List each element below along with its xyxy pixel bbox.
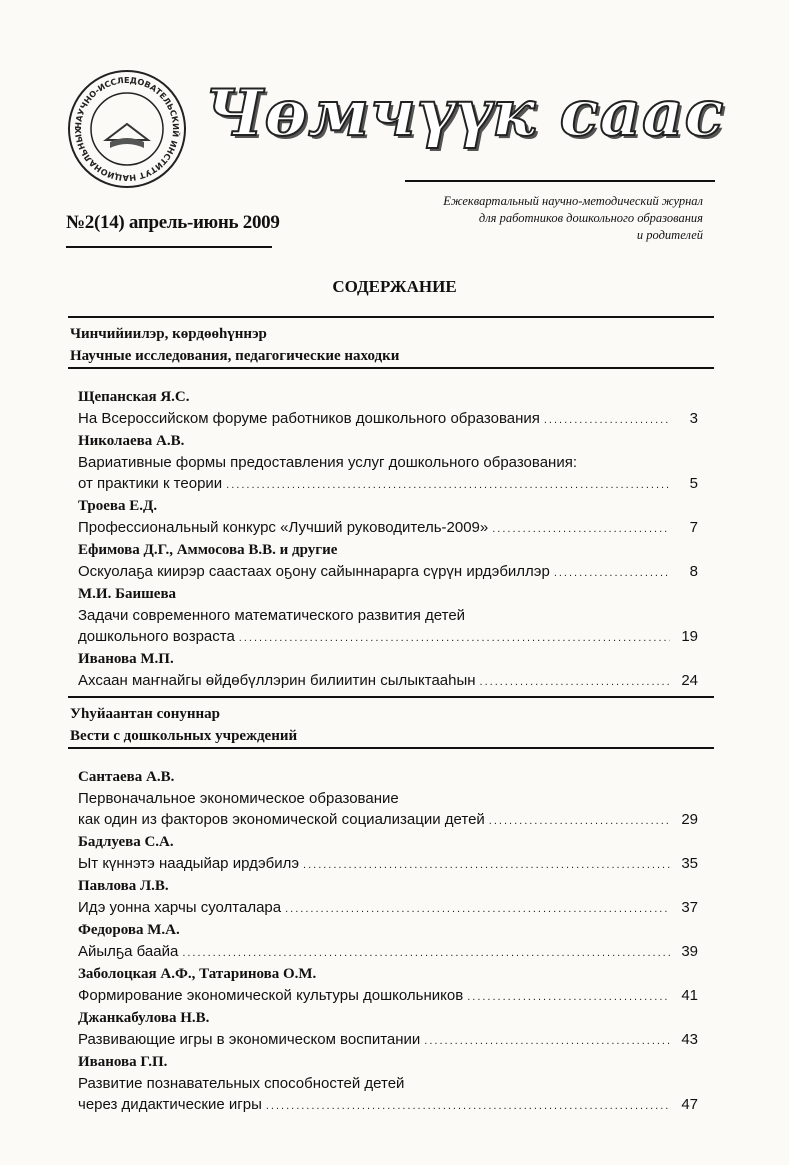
section-rule [68, 747, 714, 749]
entry-author: Бадлуева С.А. [78, 834, 174, 850]
section-rule [68, 367, 714, 369]
page-number: 5 [689, 475, 698, 492]
entry-author: Иванова Г.П. [78, 1054, 168, 1070]
section-heading-local: Чинчийиилэр, көрдөөһүннэр [70, 326, 267, 342]
entry-author: Ефимова Д.Г., Аммосова В.В. и другие [78, 542, 338, 558]
journal-description: Ежеквартальный научно-методический журнал для работников дошкольного образования и родителей [443, 194, 703, 242]
section-1-header [68, 316, 714, 369]
toc-entry-line[interactable]: Задачи современного математического развития детей [78, 607, 466, 624]
section-heading-ru: Вести с дошкольных учреждений [70, 728, 298, 744]
page-number: 8 [689, 563, 698, 580]
section-1-entries [78, 387, 698, 693]
entry-author: Федорова М.А. [78, 922, 180, 938]
page-number: 7 [689, 519, 698, 536]
issue-rule [66, 246, 272, 248]
page-number: 47 [681, 1096, 698, 1113]
section-rule [68, 696, 714, 698]
journal-masthead [205, 72, 725, 182]
masthead-title: Чөмчүүк саас [205, 76, 725, 151]
toc-entry[interactable]: Профессиональный конкурс «Лучший руководитель-2009» ..... 7 [78, 517, 698, 540]
toc-entry[interactable]: На Всероссийском форуме работников дошкольного образования ..... 3 [78, 408, 698, 431]
section-heading-ru: Научные исследования, педагогические находки [70, 348, 400, 364]
entry-author: Павлова Л.В. [78, 878, 169, 894]
toc-entry[interactable]: от практики к теории ..... 5 [78, 473, 698, 496]
institute-seal [66, 68, 188, 190]
page-number: 41 [681, 987, 698, 1004]
toc-entry[interactable]: Айылҕа баайа ..... 39 [78, 941, 698, 964]
section-rule [68, 316, 714, 318]
masthead-rule [405, 180, 715, 182]
contents-title: СОДЕРЖАНИЕ [332, 277, 457, 296]
toc-entry[interactable]: Формирование экономической культуры дошкольников ..... 41 [78, 985, 698, 1008]
seal-text: НАУЧНО-ИССЛЕДОВАТЕЛЬСКИЙ ИНСТИТУТ НАЦИОНАЛЬНЫХ [72, 74, 182, 184]
toc-entry-line[interactable]: Первоначальное экономическое образование [78, 790, 399, 807]
page-number: 24 [681, 672, 698, 689]
toc-entry[interactable]: как один из факторов экономической социализации детей ..... 29 [78, 809, 698, 832]
page-number: 37 [681, 899, 698, 916]
issue-number: №2(14) апрель-июнь 2009 [66, 212, 280, 233]
entry-author: Троева Е.Д. [78, 498, 158, 514]
toc-entry[interactable]: Оскуолаҕа киирэр саастаах оҕону сайыннарарга сүрүн ирдэбиллэр ..... 8 [78, 561, 698, 584]
toc-entry[interactable]: Идэ уонна харчы суолталара ..... 37 [78, 897, 698, 920]
entry-author: Сантаева А.В. [78, 769, 175, 785]
section-heading-local: Уһуйаантан сонуннар [70, 706, 221, 722]
entry-author: М.И. Баишева [78, 586, 177, 602]
entry-author: Иванова М.П. [78, 651, 174, 667]
toc-entry[interactable]: Ахсаан маҥнайгы өйдөбүллэрин билиитин сылыктааһын ..... 24 [78, 670, 698, 693]
toc-entry-line[interactable]: Вариативные формы предоставления услуг дошкольного образования: [78, 454, 577, 471]
page-number: 3 [689, 410, 698, 427]
page-number: 39 [681, 943, 698, 960]
page-number: 19 [681, 628, 698, 645]
page-number: 29 [681, 811, 698, 828]
seal-emblem [66, 68, 188, 190]
toc-entry[interactable]: Развивающие игры в экономическом воспитании ..... 43 [78, 1029, 698, 1052]
entry-author: Николаева А.В. [78, 433, 185, 449]
entry-author: Щепанская Я.С. [78, 389, 190, 405]
section-2-header [68, 696, 714, 749]
toc-entry[interactable]: Ыт күннэтэ наадыйар ирдэбилэ ..... 35 [78, 853, 698, 876]
page-number: 35 [681, 855, 698, 872]
toc-entry[interactable]: через дидактические игры ..... 47 [78, 1094, 698, 1117]
section-2-entries [78, 767, 698, 1117]
entry-author: Заболоцкая А.Ф., Татаринова О.М. [78, 966, 317, 982]
page-number: 43 [681, 1031, 698, 1048]
entry-author: Джанкабулова Н.В. [78, 1010, 210, 1026]
toc-entry[interactable]: дошкольного возраста ..... 19 [78, 626, 698, 649]
toc-entry-line[interactable]: Развитие познавательных способностей детей [78, 1075, 405, 1092]
